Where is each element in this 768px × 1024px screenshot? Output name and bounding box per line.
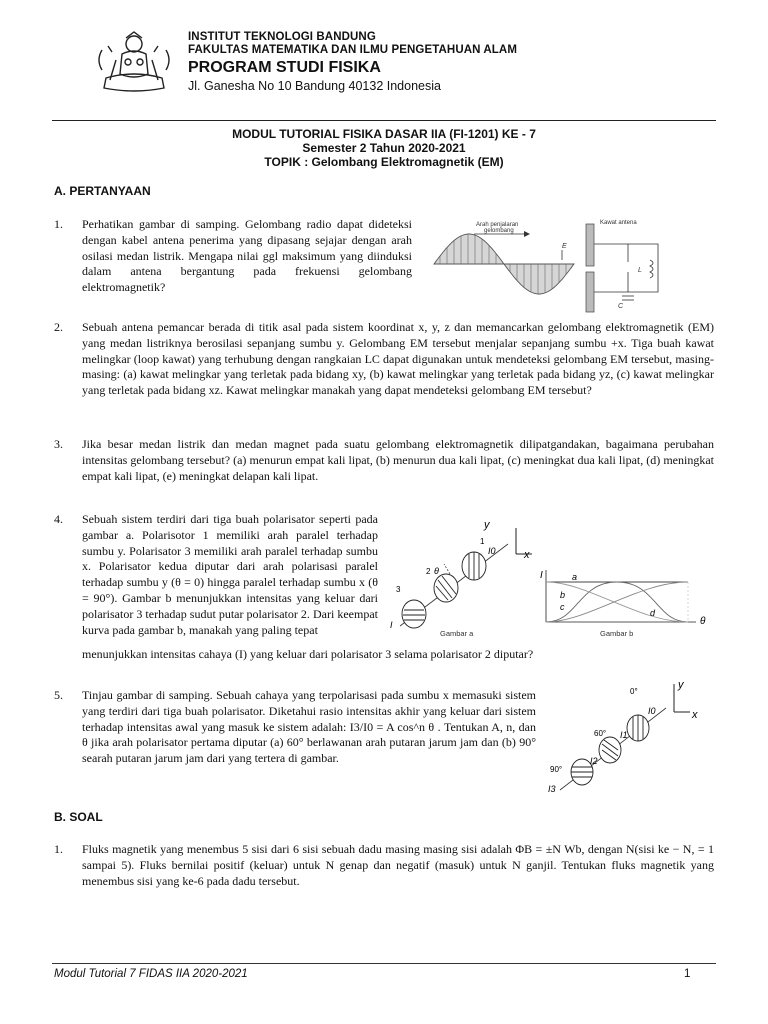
letterhead: [188, 31, 517, 94]
axis-x-label: x: [524, 549, 530, 561]
q3-text: Jika besar medan listrik dan medan magnet pada suatu gelombang elektromagnetik dilipatgandakan, bagaimana perubahan intensitas gelombang tersebut? (a) menurun empat kali lipat, (b) menurun dua kali lipat, (c) meningkat dua kali lipat, (d) meningkat empat kali lipat, (e) meningkat delapan kali lipat.: [82, 437, 714, 483]
fig5-angle-90: 90°: [550, 765, 563, 774]
itb-logo: [92, 30, 176, 94]
fig5-i0: I0: [648, 706, 656, 716]
module-topic: TOPIK : Gelombang Elektromagnetik (EM): [264, 155, 504, 169]
q1-number: 1.: [54, 217, 63, 231]
header-divider: [52, 120, 716, 121]
address: Jl. Ganesha No 10 Bandung 40132 Indonesia: [188, 79, 441, 93]
curve-d-label: d: [650, 608, 656, 618]
q1-text: Perhatikan gambar di samping. Gelombang radio dapat dideteksi dengan kabel antena penerima yang dipasang sejajar dengan arah osilasi medan listrik. Mengapa nilai ggl maksimum yang diinduksi dalam antena bergantung pada frekuensi gelombang elektromagnetik?: [82, 217, 412, 295]
soal1-text: Fluks magnetik yang menembus 5 sisi dari 6 sisi sebuah dadu masing masing sisi adalah ΦB = ±N Wb, dengan N(sisi ke − N, = 1 sampai 5). Fluks bernilai positif (keluar) untuk N genap dan negatif (masuk) untuk N ganjil. Tentukan fluks magnetik yang menembus sisi yang ke-6 pada dadu tersebut.: [82, 842, 714, 888]
graph-theta-label: θ: [700, 616, 706, 627]
axis-y-label: y: [484, 519, 490, 531]
capacitor-label: C: [618, 303, 624, 310]
polarizer-figure-q5: [542, 674, 712, 804]
curve-d: [546, 582, 688, 622]
curve-c: [546, 582, 688, 622]
faculty-name: FAKULTAS MATEMATIKA DAN ILMU PENGETAHUAN ALAM: [188, 44, 518, 56]
em-wave-curve: [434, 234, 574, 294]
fig5-i3: I3: [548, 784, 556, 794]
q5-number: 5.: [54, 688, 63, 702]
section-b-heading: B. SOAL: [54, 810, 103, 824]
curve-c-label: c: [560, 602, 565, 612]
polarizer-3-number: 3: [396, 585, 401, 594]
module-title-block: [52, 127, 716, 169]
fig5-axis-y: y: [678, 679, 684, 691]
polarizer-figure-a: [388, 514, 542, 640]
graph-i-label: I: [540, 570, 543, 581]
fig5-i1: I1: [620, 730, 628, 740]
fig5-angle-0: 0°: [630, 687, 638, 696]
fig5-i2: I2: [590, 756, 598, 766]
theta-label: θ: [434, 566, 439, 576]
q2-number: 2.: [54, 320, 63, 334]
soal1-number: 1.: [54, 842, 63, 856]
fig5-axis-x: x: [692, 709, 698, 721]
q3-number: 3.: [54, 437, 63, 451]
module-semester: Semester 2 Tahun 2020-2021: [302, 141, 466, 155]
fig5-angle-60: 60°: [594, 729, 607, 738]
arrow-label-2: gelombang: [484, 228, 514, 234]
q4-text-tail: menunjukkan intensitas cahaya (I) yang keluar dari polarisator 3 selama polarisator 2 diputar?: [82, 647, 534, 661]
output-i-label: I: [390, 620, 393, 630]
e-field-label: E: [562, 243, 567, 250]
caption-gambar-a: Gambar a: [440, 629, 474, 638]
curve-a-label: a: [572, 572, 578, 582]
institute-name: INSTITUT TEKNOLOGI BANDUNG: [188, 31, 376, 43]
q5-text: Tinjau gambar di samping. Sebuah cahaya yang terpolarisasi pada sumbu x memasuki sistem yang terdiri dari tiga buah polarisator. Diketahui rasio intensitas akhir yang keluar dari sistem terhadap intensitas awal yang masuk ke sistem adalah: I3/I0 = A cos^n θ . Tentukan A, n, dan θ jika arah polarisator pertama diputar (a) 60° berlawanan arah putaran jarum jam dan (b) 90° searah putaran jarum jam dari yang tertera di gambar.: [82, 688, 536, 766]
i0-label: I0: [488, 546, 496, 556]
q4-number: 4.: [54, 512, 63, 526]
section-a-heading: A. PERTANYAAN: [54, 184, 151, 198]
curve-b: [546, 582, 688, 622]
q2-text: Sebuah antena pemancar berada di titik asal pada sistem koordinat x, y, z dan memancarkan gelombang elektromagnetik (EM) yang medan listriknya berosilasi sepanjang sumbu y. Gelombang EM tersebut menjalar sepanjang sumbu +x. Tiga buah kawat melingkar (loop kawat) yang terhubung dengan rangkaian LC dapat digunakan untuk mendeteksi gelombang EM tersebut, masing-masing: (a) kawat melingkar yang terletak pada bidang xy, (b) kawat melingkar yang terletak pada bidang yz, (c) kawat melingkar yang terletak pada bidang xz. Kawat melingkar manakah yang dapat mendeteksi gelombang EM tersebut?: [82, 320, 714, 398]
antenna-wave-figure: [428, 216, 692, 316]
caption-gambar-b: Gambar b: [600, 629, 634, 638]
q4-text: Sebuah sistem terdiri dari tiga buah polarisator seperti pada gambar a. Polarisotor 1 memiliki arah paralel terhadap sumbu y. Polarisator 3 memiliki arah paralel terhadap sumbu x. Polarisator kedua diputar dari arah polarisasi paralel terhadap sumbu y (θ = 0) hingga paralel terhadap sumbu x (θ = 90°). Gambar b menunjukkan intensitas yang keluar dari polarisator 3 terhadap sudut putar polarisator 2. Dari keempat kurva pada gambar b, manakah yang paling tepat: [82, 512, 378, 637]
polarizer-2-number: 2: [426, 567, 431, 576]
arrow-label-1: Arah penjalaran: [476, 222, 519, 228]
footer-text: Modul Tutorial 7 FIDAS IIA 2020-2021: [54, 968, 248, 980]
program-name: PROGRAM STUDI FISIKA: [188, 59, 381, 76]
page-number: 1: [684, 968, 691, 980]
polarizer-1-number: 1: [480, 537, 485, 546]
footer-divider: [52, 963, 716, 964]
module-title: MODUL TUTORIAL FISIKA DASAR IIA (FI-1201) KE - 7: [232, 127, 536, 141]
intensity-graph-b: [538, 564, 712, 640]
antenna-label: Kawat antena: [600, 220, 637, 226]
curve-b-label: b: [560, 590, 566, 600]
inductor-label: L: [638, 267, 642, 274]
